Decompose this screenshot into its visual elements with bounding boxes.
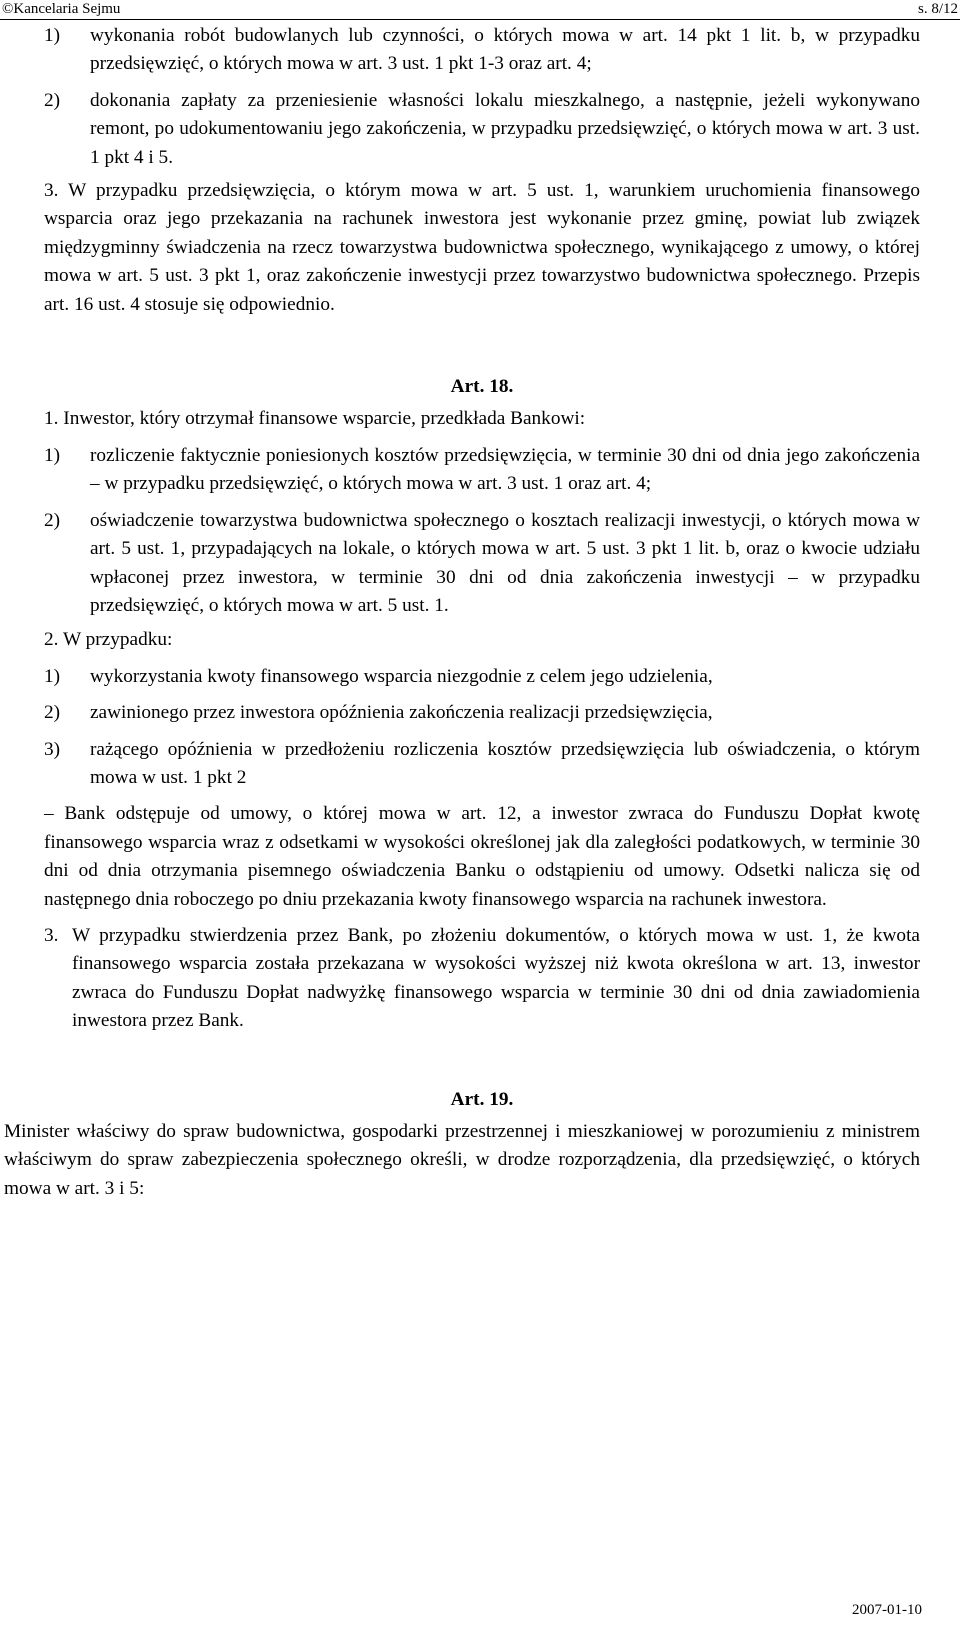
list-item-text: wykonania robót budowlanych lub czynności, o których mowa w art. 14 pkt 1 lit. b, w przypadku przedsięwzięć, o których mowa w art. 3 ust. 1 pkt 1-3 oraz art. 4;: [90, 25, 920, 75]
list-item: [44, 87, 920, 172]
paragraph-text: W przypadku przedsięwzięcia, o którym mowa w art. 5 ust. 1, warunkiem uruchomienia finansowego wsparcia oraz jego przekazania na rachunek inwestora jest wykonanie przez gminę, powiat lub związek międzygminny świadczenia na rzecz towarzystwa budownictwa społecznego, wynikającego z umowy, o której mowa w art. 5 ust. 3 pkt 1, oraz zakończenie inwestycji przez towarzystwo budownictwa społecznego. Przepis art. 16 ust. 4 stosuje się odpowiednio.: [44, 180, 920, 315]
list-item-number: 3): [44, 738, 61, 760]
list-item: [44, 22, 920, 79]
paragraph: [44, 626, 920, 654]
paragraph: [44, 405, 920, 433]
list-item-text: rażącego opóźnienia w przedłożeniu rozliczenia kosztów przedsięwzięcia lub oświadczenia, o którym mowa w ust. 1 pkt 2: [90, 738, 920, 788]
page-header: [0, 0, 960, 22]
paragraph-number: 2.: [44, 629, 59, 651]
paragraph-text: Inwestor, który otrzymał finansowe wsparcie, przedkłada Bankowi:: [63, 408, 586, 430]
document-body: [4, 22, 920, 1203]
paragraph: [4, 1118, 920, 1203]
list-item: [44, 663, 920, 691]
article-heading: Art. 19.: [450, 1088, 514, 1110]
paragraph: [44, 177, 920, 319]
header-divider: [0, 19, 960, 20]
list-item-number: 1): [44, 444, 61, 466]
paragraph-text: W przypadku:: [62, 629, 173, 651]
article-heading: Art. 18.: [450, 376, 514, 398]
list-item-text: zawinionego przez inwestora opóźnienia zakończenia realizacji przedsięwzięcia,: [90, 702, 713, 724]
paragraph-number: 3.: [44, 180, 59, 202]
list-item-number: 1): [44, 25, 61, 46]
list-item-text: oświadczenie towarzystwa budownictwa społecznego o kosztach realizacji inwestycji, o których mowa w art. 5 ust. 1, przypadających na lokale, o których mowa w art. 5 ust. 3 pkt 1 lit. b, oraz o kwocie udziału wpłaconej przez inwestora, w terminie 30 dni od dnia zakończenia inwestycji – w przypadku przedsięwzięć, o których mowa w art. 5 ust. 1.: [90, 509, 920, 616]
paragraph-number: 1.: [44, 408, 59, 430]
paragraph-text: W przypadku stwierdzenia przez Bank, po złożeniu dokumentów, o których mowa w ust. 1, że kwota finansowego wsparcia została przekazana w wysokości wyższej niż kwota określona w art. 13, inwestor zwraca do Funduszu Dopłat nadwyżkę finansowego wsparcia w terminie 30 dni od dnia zawiadomienia inwestora przez Bank.: [72, 924, 920, 1032]
list-item-number: 2): [44, 89, 61, 111]
header-copyright: ©Kancelaria Sejmu: [2, 1, 121, 17]
list-item-number: 2): [44, 509, 61, 531]
paragraph-number: 3.: [44, 924, 59, 946]
footer-date: 2007-01-10: [852, 1602, 922, 1618]
list-item: [44, 442, 920, 499]
list-item-number: 2): [44, 702, 61, 724]
list-item: [44, 699, 920, 727]
paragraph-continuation: – Bank odstępuje od umowy, o której mowa w art. 12, a inwestor zwraca do Funduszu Dopłat kwotę finansowego wsparcia wraz z odsetkami w wysokości określonej jak dla zaległości podatkowych, w terminie 30 dni od dnia otrzymania pisemnego oświadczenia Banku o odstąpieniu od umowy. Odsetki nalicza się od następnego dnia roboczego po dniu przekazania kwoty finansowego wsparcia na rachunek inwestora.: [44, 803, 920, 910]
header-page-number: s. 8/12: [917, 1, 958, 17]
list-item-text: rozliczenie faktycznie poniesionych kosztów przedsięwzięcia, w terminie 30 dni od dnia jego zakończenia – w przypadku przedsięwzięć, o których mowa w art. 3 ust. 1 oraz art. 4;: [90, 444, 920, 495]
list-item-text: dokonania zapłaty za przeniesienie własności lokalu mieszkalnego, a następnie, jeżeli wykonywano remont, po udokumentowaniu jego zakończenia, w przypadku przedsięwzięć, o których mowa w art. 3 ust. 1 pkt 4 i 5.: [90, 89, 920, 168]
list-item-text: wykorzystania kwoty finansowego wsparcia niezgodnie z celem jego udzielenia,: [90, 665, 713, 687]
list-item-number: 1): [44, 665, 61, 687]
paragraph: [44, 922, 920, 1036]
list-item: [44, 736, 920, 793]
list-item: [44, 507, 920, 621]
paragraph-text: Minister właściwy do spraw budownictwa, gospodarki przestrzennej i mieszkaniowej w porozumieniu z ministrem właściwym do spraw zabezpieczenia społecznego określi, w drodze rozporządzenia, dla przedsięwzięć, o których mowa w art. 3 i 5:: [4, 1121, 920, 1199]
